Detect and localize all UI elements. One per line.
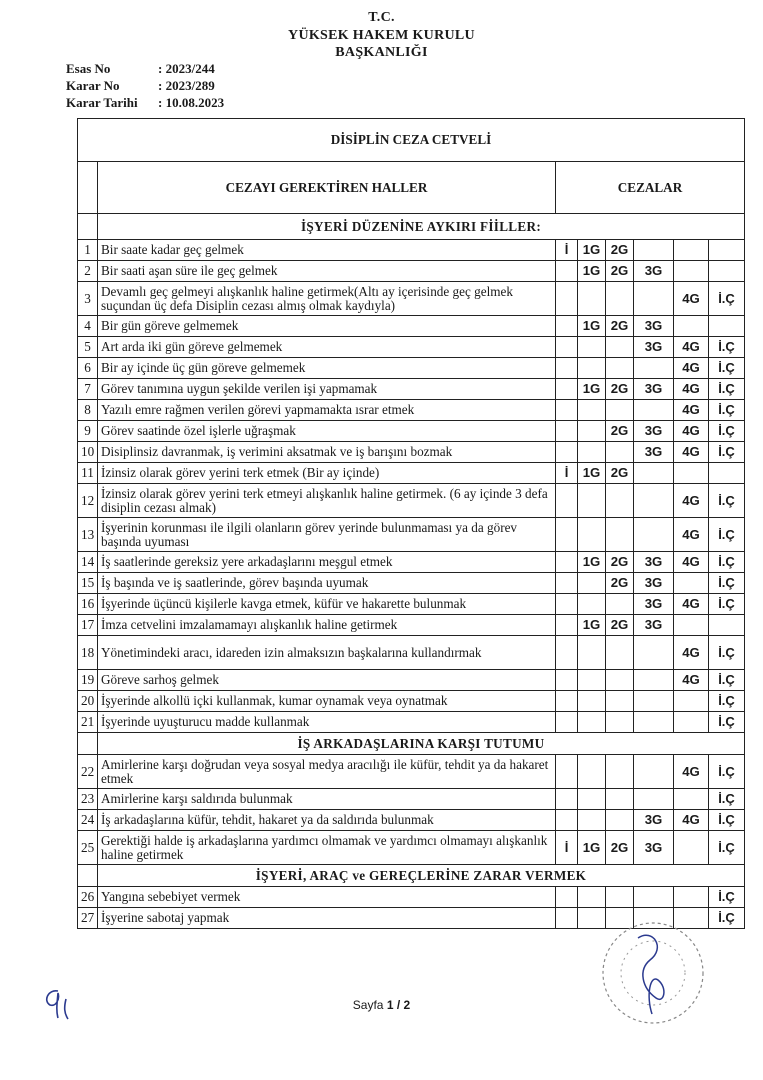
offense-text: Art arda iki gün göreve gelmemek: [98, 337, 556, 358]
offense-text: Amirlerine karşı saldırıda bulunmak: [98, 789, 556, 810]
section-row: [78, 865, 745, 887]
penalty-cell: [606, 400, 634, 421]
penalty-cell: 3G: [634, 421, 674, 442]
penalty-cell: [634, 358, 674, 379]
table-row: [78, 712, 745, 733]
penalty-cell: [634, 691, 674, 712]
table-row: [78, 484, 745, 518]
section-row: [78, 733, 745, 755]
penalty-cell: [674, 573, 709, 594]
row-number: 6: [78, 358, 98, 379]
penalty-cell: [578, 887, 606, 908]
penalty-cell: 4G: [674, 670, 709, 691]
penalty-cell: [674, 887, 709, 908]
penalty-cell: [709, 615, 745, 636]
penalty-cell: [578, 484, 606, 518]
meta-value: : 10.08.2023: [158, 95, 225, 110]
offense-text: Yangına sebebiyet vermek: [98, 887, 556, 908]
penalty-cell: 1G: [578, 316, 606, 337]
table-row: [78, 358, 745, 379]
penalty-cell: [674, 831, 709, 865]
table-row: [78, 691, 745, 712]
meta-karar-row: [66, 77, 224, 94]
penalty-cell: 3G: [634, 594, 674, 615]
table-row: [78, 421, 745, 442]
offense-text: Yazılı emre rağmen verilen görevi yapmamakta ısrar etmek: [98, 400, 556, 421]
penalty-cell: [674, 316, 709, 337]
penalty-cell: 3G: [634, 261, 674, 282]
section-number-cell: [78, 865, 98, 887]
penalty-cell: [606, 887, 634, 908]
section-title: İŞ ARKADAŞLARINA KARŞI TUTUMU: [98, 733, 745, 755]
row-number: 25: [78, 831, 98, 865]
penalty-cell: [634, 463, 674, 484]
row-number: 11: [78, 463, 98, 484]
penalty-cell: [556, 552, 578, 573]
penalty-cell: 3G: [634, 379, 674, 400]
table-row: [78, 755, 745, 789]
penalty-cell: [674, 240, 709, 261]
penalty-cell: [556, 908, 578, 929]
penalty-cell: [578, 594, 606, 615]
penalty-cell: İ.Ç: [709, 573, 745, 594]
penalty-cell: [606, 712, 634, 733]
offense-text: Yönetimindeki aracı, idareden izin almaksızın başkalarına kullandırmak: [98, 636, 556, 670]
penalty-cell: [634, 240, 674, 261]
offense-text: Amirlerine karşı doğrudan veya sosyal medya aracılığı ile küfür, tehdit ya da hakaret etmek: [98, 755, 556, 789]
penalty-cell: 4G: [674, 755, 709, 789]
penalty-cell: 4G: [674, 518, 709, 552]
table-title-row: [78, 119, 745, 162]
penalty-cell: İ.Ç: [709, 421, 745, 442]
penalty-cell: 4G: [674, 400, 709, 421]
penalty-cell: İ: [556, 463, 578, 484]
table-row: [78, 831, 745, 865]
meta-tarih-row: [66, 94, 224, 111]
table-row: [78, 810, 745, 831]
offense-text: Disiplinsiz davranmak, iş verimini aksatmak ve iş barışını bozmak: [98, 442, 556, 463]
offense-text: İş arkadaşlarına küfür, tehdit, hakaret ya da saldırıda bulunmak: [98, 810, 556, 831]
penalty-cell: [674, 712, 709, 733]
penalty-cell: [556, 887, 578, 908]
penalty-cell: [674, 789, 709, 810]
offense-text: İş saatlerinde gereksiz yere arkadaşlarını meşgul etmek: [98, 552, 556, 573]
header-line-1: T.C.: [368, 10, 395, 25]
row-number: 23: [78, 789, 98, 810]
row-number: 17: [78, 615, 98, 636]
column-header-row: [78, 162, 745, 214]
penalty-cell: İ.Ç: [709, 908, 745, 929]
penalty-cell: [556, 670, 578, 691]
penalty-cell: [634, 518, 674, 552]
row-number: 1: [78, 240, 98, 261]
penalty-cell: [606, 518, 634, 552]
offense-text: Devamlı geç gelmeyi alışkanlık haline getirmek(Altı ay içerisinde geç gelmek suçundan üç defa Disiplin cezası almış olmak kaydıyla): [98, 282, 556, 316]
penalty-cell: [578, 400, 606, 421]
section-title: İŞYERİ, ARAÇ ve GEREÇLERİNE ZARAR VERMEK: [98, 865, 745, 887]
penalty-cell: [556, 789, 578, 810]
table-title: DİSİPLİN CEZA CETVELİ: [78, 119, 745, 162]
penalty-cell: [578, 670, 606, 691]
penalty-cell: [556, 484, 578, 518]
penalty-cell: [556, 810, 578, 831]
penalty-cell: İ.Ç: [709, 518, 745, 552]
row-number: 16: [78, 594, 98, 615]
penalty-cell: [578, 712, 606, 733]
penalty-cell: 4G: [674, 421, 709, 442]
penalty-cell: [578, 282, 606, 316]
penalty-cell: [709, 240, 745, 261]
penalty-cell: [578, 337, 606, 358]
penalty-cell: [556, 421, 578, 442]
row-number: 27: [78, 908, 98, 929]
penalty-cell: 2G: [606, 615, 634, 636]
penalty-cell: 2G: [606, 316, 634, 337]
penalty-cell: [606, 337, 634, 358]
row-number: 8: [78, 400, 98, 421]
penalty-cell: İ.Ç: [709, 400, 745, 421]
penalty-cell: İ: [556, 831, 578, 865]
penalty-cell: [634, 755, 674, 789]
penalty-cell: 2G: [606, 379, 634, 400]
offense-text: Görev tanımına uygun şekilde verilen işi yapmamak: [98, 379, 556, 400]
penalty-cell: [578, 755, 606, 789]
penalty-cell: [606, 484, 634, 518]
penalty-cell: [578, 421, 606, 442]
penalty-cell: 1G: [578, 615, 606, 636]
penalty-cell: 1G: [578, 463, 606, 484]
penalty-cell: 2G: [606, 261, 634, 282]
penalty-cell: [634, 484, 674, 518]
penalty-cell: [556, 636, 578, 670]
row-number: 7: [78, 379, 98, 400]
penalty-cell: [674, 691, 709, 712]
penalty-cell: 3G: [634, 615, 674, 636]
penalty-cell: [606, 789, 634, 810]
penalty-cell: [556, 712, 578, 733]
penalty-cell: [634, 636, 674, 670]
penalty-cell: [578, 442, 606, 463]
penalty-cell: [606, 442, 634, 463]
row-number: 15: [78, 573, 98, 594]
penalty-cell: 4G: [674, 282, 709, 316]
offense-text: Gerektiği halde iş arkadaşlarına yardımcı olmamak ve yardımcı olmamayı alışkanlık haline getirmek: [98, 831, 556, 865]
table-row: [78, 240, 745, 261]
penalty-cell: 2G: [606, 573, 634, 594]
penalty-cell: [606, 636, 634, 670]
penalty-cell: [674, 261, 709, 282]
penalty-cell: İ.Ç: [709, 831, 745, 865]
meta-value: : 2023/289: [158, 78, 215, 93]
offense-text: Göreve sarhoş gelmek: [98, 670, 556, 691]
penalty-cell: 2G: [606, 421, 634, 442]
penalty-cell: İ.Ç: [709, 282, 745, 316]
offense-text: İzinsiz olarak görev yerini terk etmek (Bir ay içinde): [98, 463, 556, 484]
table-row: [78, 379, 745, 400]
table-row: [78, 337, 745, 358]
penalty-cell: [556, 316, 578, 337]
table-row: [78, 573, 745, 594]
penalty-cell: 3G: [634, 337, 674, 358]
penalty-cell: [634, 400, 674, 421]
penalty-cell: [556, 573, 578, 594]
offense-text: Bir gün göreve gelmemek: [98, 316, 556, 337]
penalty-cell: [556, 594, 578, 615]
penalty-cell: [606, 670, 634, 691]
penalty-cell: [709, 316, 745, 337]
penalty-cell: [556, 282, 578, 316]
penalty-cell: 3G: [634, 573, 674, 594]
penalties-column-header: CEZALAR: [556, 162, 745, 214]
penalty-cell: İ.Ç: [709, 636, 745, 670]
table-row: [78, 463, 745, 484]
penalty-cell: İ.Ç: [709, 358, 745, 379]
penalty-cell: 4G: [674, 358, 709, 379]
row-number: 12: [78, 484, 98, 518]
penalty-cell: İ.Ç: [709, 442, 745, 463]
row-number: 26: [78, 887, 98, 908]
offense-text: İzinsiz olarak görev yerini terk etmeyi alışkanlık haline getirmek. (6 ay içinde 3 defa disiplin cezası almak): [98, 484, 556, 518]
penalty-cell: [674, 463, 709, 484]
penalty-cell: 3G: [634, 442, 674, 463]
penalty-cell: 4G: [674, 379, 709, 400]
meta-key: Esas No: [66, 61, 111, 76]
header-line-2: YÜKSEK HAKEM KURULU: [288, 28, 475, 43]
penalty-cell: 1G: [578, 240, 606, 261]
row-number: 22: [78, 755, 98, 789]
discipline-penalty-table: [77, 118, 745, 929]
row-number: 19: [78, 670, 98, 691]
row-number: 18: [78, 636, 98, 670]
penalty-cell: 4G: [674, 636, 709, 670]
meta-esas-row: [66, 60, 224, 77]
offense-text: Bir saati aşan süre ile geç gelmek: [98, 261, 556, 282]
penalty-cell: 3G: [634, 831, 674, 865]
penalty-cell: [556, 261, 578, 282]
penalty-cell: İ.Ç: [709, 379, 745, 400]
penalty-cell: 4G: [674, 594, 709, 615]
table-row: [78, 615, 745, 636]
table-row: [78, 789, 745, 810]
table-row: [78, 261, 745, 282]
penalty-cell: [606, 594, 634, 615]
offense-text: Bir saate kadar geç gelmek: [98, 240, 556, 261]
penalty-cell: 1G: [578, 379, 606, 400]
row-number: 4: [78, 316, 98, 337]
row-number: 20: [78, 691, 98, 712]
penalty-cell: [606, 810, 634, 831]
penalty-cell: 2G: [606, 831, 634, 865]
penalty-cell: İ.Ç: [709, 755, 745, 789]
table-row: [78, 670, 745, 691]
table-row: [78, 400, 745, 421]
row-number: 24: [78, 810, 98, 831]
penalty-cell: 4G: [674, 484, 709, 518]
table-row: [78, 316, 745, 337]
table-row: [78, 282, 745, 316]
penalty-cell: [709, 261, 745, 282]
page-separator: /: [396, 998, 401, 1012]
penalty-cell: 4G: [674, 552, 709, 573]
penalty-cell: İ.Ç: [709, 337, 745, 358]
row-number: 14: [78, 552, 98, 573]
offense-text: İş başında ve iş saatlerinde, görev başında uyumak: [98, 573, 556, 594]
offense-text: İşyerinin korunması ile ilgili olanların görev yerinde bulunmaması ya da görev başında uyuması: [98, 518, 556, 552]
case-meta: [66, 60, 224, 111]
penalty-cell: [578, 518, 606, 552]
penalty-cell: 2G: [606, 463, 634, 484]
penalty-cell: [578, 573, 606, 594]
offense-text: Bir ay içinde üç gün göreve gelmemek: [98, 358, 556, 379]
page-current: 1: [386, 998, 394, 1012]
penalty-cell: [556, 755, 578, 789]
penalty-cell: [634, 282, 674, 316]
penalty-cell: 1G: [578, 552, 606, 573]
penalty-cell: İ.Ç: [709, 789, 745, 810]
penalty-cell: [709, 463, 745, 484]
penalty-cell: [578, 810, 606, 831]
table-row: [78, 518, 745, 552]
header-number-cell: [78, 162, 98, 214]
row-number: 3: [78, 282, 98, 316]
offense-text: İşyerinde alkollü içki kullanmak, kumar oynamak veya oynatmak: [98, 691, 556, 712]
penalty-cell: 3G: [634, 316, 674, 337]
penalty-cell: [556, 442, 578, 463]
penalty-cell: 4G: [674, 810, 709, 831]
header-line-3: BAŞKANLIĞI: [335, 45, 428, 60]
row-number: 2: [78, 261, 98, 282]
penalty-cell: 2G: [606, 552, 634, 573]
penalty-cell: [556, 400, 578, 421]
penalty-cell: 3G: [634, 552, 674, 573]
offense-text: İşyerine sabotaj yapmak: [98, 908, 556, 929]
section-number-cell: [78, 214, 98, 240]
page-total: 2: [403, 998, 411, 1012]
penalty-cell: 1G: [578, 261, 606, 282]
penalty-cell: [674, 615, 709, 636]
section-number-cell: [78, 733, 98, 755]
penalty-cell: [634, 670, 674, 691]
penalty-cell: [606, 282, 634, 316]
meta-key: Karar Tarihi: [66, 95, 138, 110]
penalty-cell: [606, 358, 634, 379]
penalty-cell: 4G: [674, 442, 709, 463]
section-row: [78, 214, 745, 240]
penalty-cell: İ.Ç: [709, 691, 745, 712]
penalty-cell: [578, 636, 606, 670]
penalty-cell: [606, 755, 634, 789]
penalty-cell: 4G: [674, 337, 709, 358]
penalty-cell: [578, 789, 606, 810]
table-row: [78, 552, 745, 573]
section-title: İŞYERİ DÜZENİNE AYKIRI FİİLLER:: [98, 214, 745, 240]
penalty-cell: [556, 518, 578, 552]
offense-text: İşyerinde uyuşturucu madde kullanmak: [98, 712, 556, 733]
penalty-cell: [634, 789, 674, 810]
row-number: 9: [78, 421, 98, 442]
penalty-cell: [634, 712, 674, 733]
penalty-cell: İ.Ç: [709, 484, 745, 518]
signature-scribble: [638, 935, 664, 1014]
penalty-cell: [556, 615, 578, 636]
penalty-cell: İ: [556, 240, 578, 261]
penalty-cell: 2G: [606, 240, 634, 261]
offense-text: Görev saatinde özel işlerle uğraşmak: [98, 421, 556, 442]
penalty-cell: İ.Ç: [709, 670, 745, 691]
penalty-cell: İ.Ç: [709, 712, 745, 733]
margin-initial-mark: [40, 985, 74, 1021]
row-number: 5: [78, 337, 98, 358]
row-number: 21: [78, 712, 98, 733]
offense-text: İşyerinde üçüncü kişilerle kavga etmek, küfür ve hakarette bulunmak: [98, 594, 556, 615]
table-row: [78, 887, 745, 908]
table-row: [78, 636, 745, 670]
penalty-cell: [606, 691, 634, 712]
penalty-cell: İ.Ç: [709, 810, 745, 831]
penalty-cell: [634, 887, 674, 908]
penalty-cell: İ.Ç: [709, 887, 745, 908]
penalty-cell: İ.Ç: [709, 552, 745, 573]
penalty-cell: [556, 691, 578, 712]
penalty-cell: 3G: [634, 810, 674, 831]
row-number: 10: [78, 442, 98, 463]
official-seal-stamp: [598, 918, 708, 1028]
penalty-cell: [556, 358, 578, 379]
table-row: [78, 594, 745, 615]
penalty-cell: [578, 358, 606, 379]
penalty-cell: İ.Ç: [709, 594, 745, 615]
meta-key: Karar No: [66, 78, 120, 93]
penalty-cell: [556, 379, 578, 400]
table-row: [78, 442, 745, 463]
page-label: Sayfa: [352, 998, 384, 1012]
row-number: 13: [78, 518, 98, 552]
penalty-cell: [578, 691, 606, 712]
cases-column-header: CEZAYI GEREKTİREN HALLER: [98, 162, 556, 214]
offense-text: İmza cetvelini imzalamamayı alışkanlık haline getirmek: [98, 615, 556, 636]
penalty-cell: [556, 337, 578, 358]
meta-value: : 2023/244: [158, 61, 215, 76]
penalty-cell: 1G: [578, 831, 606, 865]
